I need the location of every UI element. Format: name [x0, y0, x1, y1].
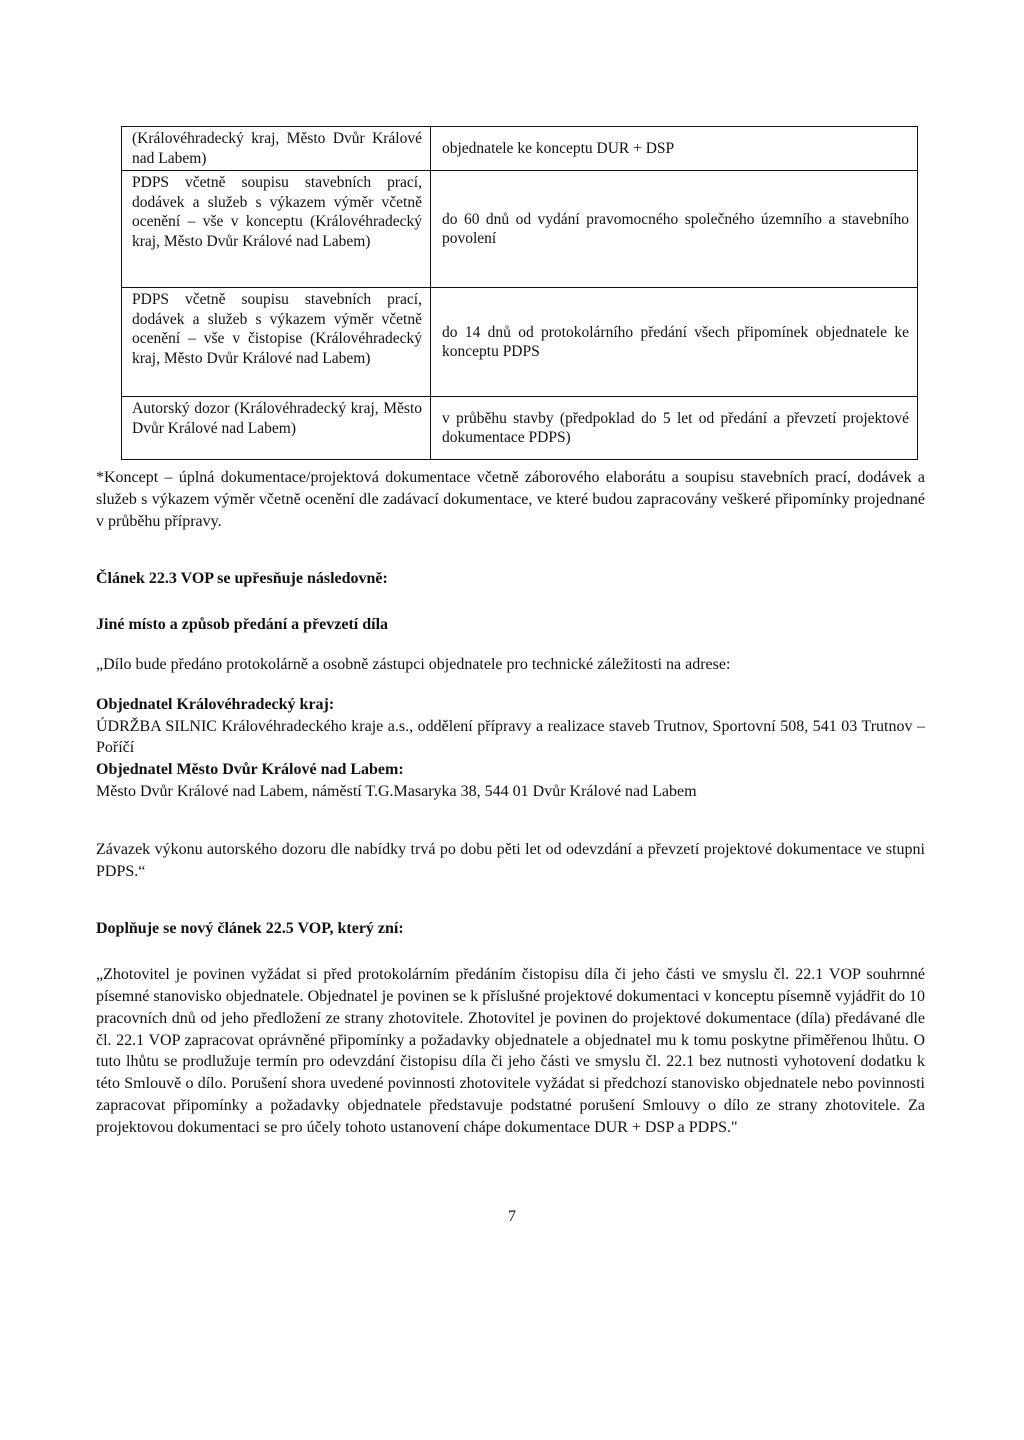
deadline-text: do 14 dnů od protokolárního předání všech připomínek objednatele ke konceptu PDPS: [442, 323, 909, 361]
table-cell-deadline: [431, 397, 918, 460]
table-row: [122, 397, 918, 460]
handover-subheading: Jiné místo a způsob předání a převzetí díla: [96, 616, 389, 634]
concept-footnote: *Koncept – úplná dokumentace/projektová dokumentace včetně záborového elaborátu a soupisu stavebních prací, dodávek a služeb s výkazem výměr včetně ocenění dle zadávací dokumentace, ve které budou zapracovány veškeré připomínky projednané v průběhu přípravy.: [96, 469, 925, 530]
table-cell-deliverable: [122, 397, 431, 460]
deadlines-table: [121, 126, 918, 460]
client1-label: Objednatel Královéhradecký kraj:: [96, 695, 335, 713]
deliverable-text: (Královéhradecký kraj, Město Dvůr Králové nad Labem): [132, 130, 422, 167]
supervision-commitment: Závazek výkonu autorského dozoru dle nabídky trvá po dobu pěti let od odevzdání a převzetí projektové dokumentace ve stupni PDPS.“: [96, 840, 925, 880]
deadline-text: objednatele ke konceptu DUR + DSP: [442, 139, 675, 157]
deliverable-text: PDPS včetně soupisu stavebních prací, dodávek a služeb s výkazem výměr včetně ocenění – vše v konceptu (Královéhradecký kraj, Město Dvůr Králové nad Labem): [132, 174, 422, 250]
table-cell-deadline: [431, 288, 918, 397]
table-cell-deliverable: [122, 288, 431, 397]
handover-intro: „Dílo bude předáno protokolárně a osobně zástupci objednatele pro technické záležitosti na adrese:: [96, 655, 731, 673]
article-22-5-heading: Doplňuje se nový článek 22.5 VOP, který zní:: [96, 920, 404, 938]
table-cell-deadline: [431, 127, 918, 171]
client2-address: Město Dvůr Králové nad Labem, náměstí T.G.Masaryka 38, 544 01 Dvůr Králové nad Labem: [96, 782, 697, 800]
page-number: 7: [508, 1208, 516, 1225]
deadline-text: v průběhu stavby (předpoklad do 5 let od předání a převzetí projektové dokumentace PDPS): [442, 409, 909, 447]
table-row: [122, 127, 918, 171]
table-row: [122, 171, 918, 288]
table-cell-deadline: [431, 171, 918, 288]
deadline-text: do 60 dnů od vydání pravomocného společného územního a stavebního povolení: [442, 210, 909, 248]
article-22-3-heading: Článek 22.3 VOP se upřesňuje následovně:: [96, 570, 388, 588]
deliverable-text: PDPS včetně soupisu stavebních prací, dodávek a služeb s výkazem výměr včetně ocenění – vše v čistopise (Královéhradecký kraj, Město Dvůr Králové nad Labem): [132, 291, 422, 367]
table-cell-deliverable: [122, 127, 431, 171]
article-22-5-body: „Zhotovitel je povinen vyžádat si před protokolárním předáním čistopisu díla či jeho části ve smyslu čl. 22.1 VOP souhrnné písemné stanovisko objednatele. Objednatel je povinen se k příslušné projektové dokumentaci v konceptu písemně vyjádřit do 10 pracovních dnů od jeho předložení ze strany zhotovitele. Zhotovitel je povinen do projektové dokumentace (díla) předávané dle čl. 22.1 VOP zapracovat oprávněné připomínky a požadavky objednatele a objednatel mu k tomu poskytne přiměřenou lhůtu. O tuto lhůtu se prodlužuje termín pro odevzdání čistopisu díla či jeho části ve smyslu čl. 22.1 bez nutnosti vyhotovení dodatku k této Smlouvě o dílo. Porušení shora uvedené povinnosti zhotovitele vyžádat si předchozí stanovisko objednatele nebo povinnosti zapracovat připomínky a požadavky objednatele představuje podstatné porušení Smlouvy o dílo ze strany zhotovitele. Za projektovou dokumentaci se pro účely tohoto ustanovení chápe dokumentace DUR + DSP a PDPS.": [96, 966, 925, 1136]
client1-address: ÚDRŽBA SILNIC Královéhradeckého kraje a.s., oddělení přípravy a realizace staveb Trutnov, Sportovní 508, 541 03 Trutnov – Poříčí: [96, 717, 925, 757]
body-text: [96, 467, 925, 1139]
table-row: [122, 288, 918, 397]
deliverable-text: Autorský dozor (Královéhradecký kraj, Město Dvůr Králové nad Labem): [132, 400, 422, 437]
client2-label: Objednatel Město Dvůr Králové nad Labem:: [96, 761, 404, 779]
table-cell-deliverable: [122, 171, 431, 288]
